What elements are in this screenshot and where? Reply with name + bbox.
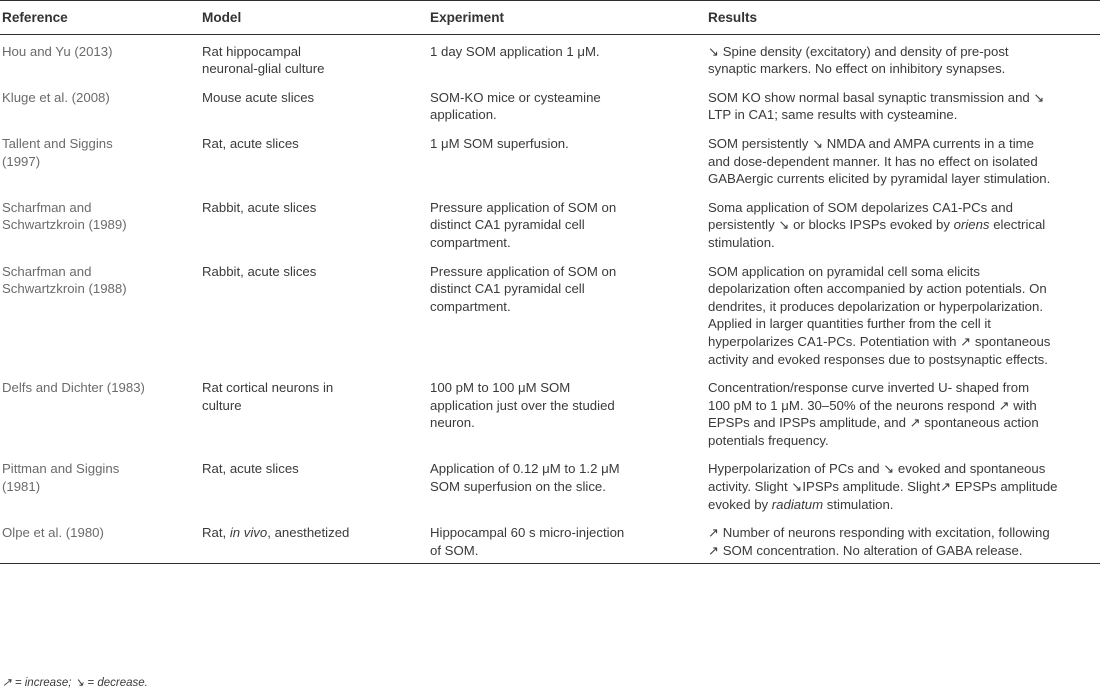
cell-experiment: Pressure application of SOM on distinct CA1 pyramidal cell compartment. bbox=[430, 199, 617, 250]
cell-model: Rat, in vivo, anesthetized bbox=[200, 516, 428, 564]
header-results: Results bbox=[706, 1, 1100, 35]
header-experiment: Experiment bbox=[428, 1, 706, 35]
cell-results: Hyperpolarization of PCs and ↘ evoked and spontaneous activity. Slight ↘IPSPs amplitude. Slight↗ EPSPs amplitude evoked by radiatum stimulation. bbox=[708, 461, 1058, 512]
header-reference: Reference bbox=[0, 1, 200, 35]
cell-reference: Olpe et al. (1980) bbox=[0, 516, 200, 564]
cell-model: Rabbit, acute slices bbox=[202, 199, 317, 215]
cell-results: SOM application on pyramidal cell soma elicits depolarization often accompanied by action potentials. On dendrites, it produces depolarization or hyperpolarization. Applied in larger quantities further from the cell it hyperpolarizes CA1-PCs. Potentiation with ↗ spontaneous activity and evoked responses due to postsynaptic effects. bbox=[708, 263, 1051, 367]
header-model: Model bbox=[200, 1, 428, 35]
cell-experiment: Pressure application of SOM on distinct CA1 pyramidal cell compartment. bbox=[430, 263, 617, 314]
table-row bbox=[0, 255, 1100, 372]
cell-results: Soma application of SOM depolarizes CA1-PCs and persistently ↘ or blocks IPSPs evoked by oriens electrical stimulation. bbox=[708, 199, 1046, 250]
table-footnote: ↗ = increase; ↘ = decrease. bbox=[2, 677, 148, 689]
cell-model: Rabbit, acute slices bbox=[202, 263, 317, 279]
cell-results: SOM persistently ↘ NMDA and AMPA currents in a time and dose-dependent manner. It has no effect on isolated GABAergic currents elicited by pyramidal layer stimulation. bbox=[708, 135, 1051, 187]
cell-results: Concentration/response curve inverted U- shaped from 100 pM to 1 μM. 30–50% of the neurons respond ↗ with EPSPs and IPSPs amplitude, and ↗ spontaneous action potentials frequency. bbox=[708, 380, 1039, 448]
cell-model: Mouse acute slices bbox=[202, 89, 315, 105]
table-row bbox=[0, 81, 1100, 127]
cell-reference: Kluge et al. (2008) bbox=[2, 89, 110, 105]
cell-model: Rat, acute slices bbox=[202, 461, 299, 477]
header-row bbox=[0, 1, 1100, 35]
cell-reference: Tallent and Siggins (1997) bbox=[2, 135, 113, 169]
cell-experiment: Application of 0.12 μM to 1.2 μM SOM superfusion on the slice. bbox=[430, 461, 620, 495]
cell-experiment: 100 pM to 100 μM SOM application just over the studied neuron. bbox=[430, 380, 615, 431]
cell-reference: Hou and Yu (2013) bbox=[2, 43, 113, 59]
cell-experiment: 1 day SOM application 1 μM. bbox=[430, 43, 600, 59]
cell-results: ↘ Spine density (excitatory) and density of pre-post synaptic markers. No effect on inhibitory synapses. bbox=[708, 43, 1009, 77]
table-row bbox=[0, 516, 1100, 564]
cell-model: Rat, acute slices bbox=[202, 135, 299, 151]
cell-results: SOM KO show normal basal synaptic transmission and ↘ LTP in CA1; same results with cysteamine. bbox=[708, 89, 1045, 123]
table-row bbox=[0, 452, 1100, 516]
table-row bbox=[0, 127, 1100, 191]
table-row bbox=[0, 191, 1100, 255]
cell-reference: Scharfman and Schwartzkroin (1988) bbox=[2, 263, 127, 297]
cell-model: Rat cortical neurons in culture bbox=[202, 380, 334, 413]
cell-reference: Delfs and Dichter (1983) bbox=[2, 380, 145, 396]
cell-reference: Pittman and Siggins (1981) bbox=[2, 461, 120, 495]
table-row bbox=[0, 371, 1100, 452]
cell-results: ↗ Number of neurons responding with excitation, following ↗ SOM concentration. No alteration of GABA release. bbox=[706, 516, 1100, 564]
table-row bbox=[0, 34, 1100, 81]
cell-reference: Scharfman and Schwartzkroin (1989) bbox=[2, 199, 127, 233]
cell-experiment: Hippocampal 60 s micro-injection of SOM. bbox=[428, 516, 706, 564]
cell-experiment: SOM-KO mice or cysteamine application. bbox=[430, 89, 601, 123]
cell-model: Rat hippocampal neuronal-glial culture bbox=[202, 43, 325, 77]
cell-experiment: 1 μM SOM superfusion. bbox=[430, 135, 569, 151]
